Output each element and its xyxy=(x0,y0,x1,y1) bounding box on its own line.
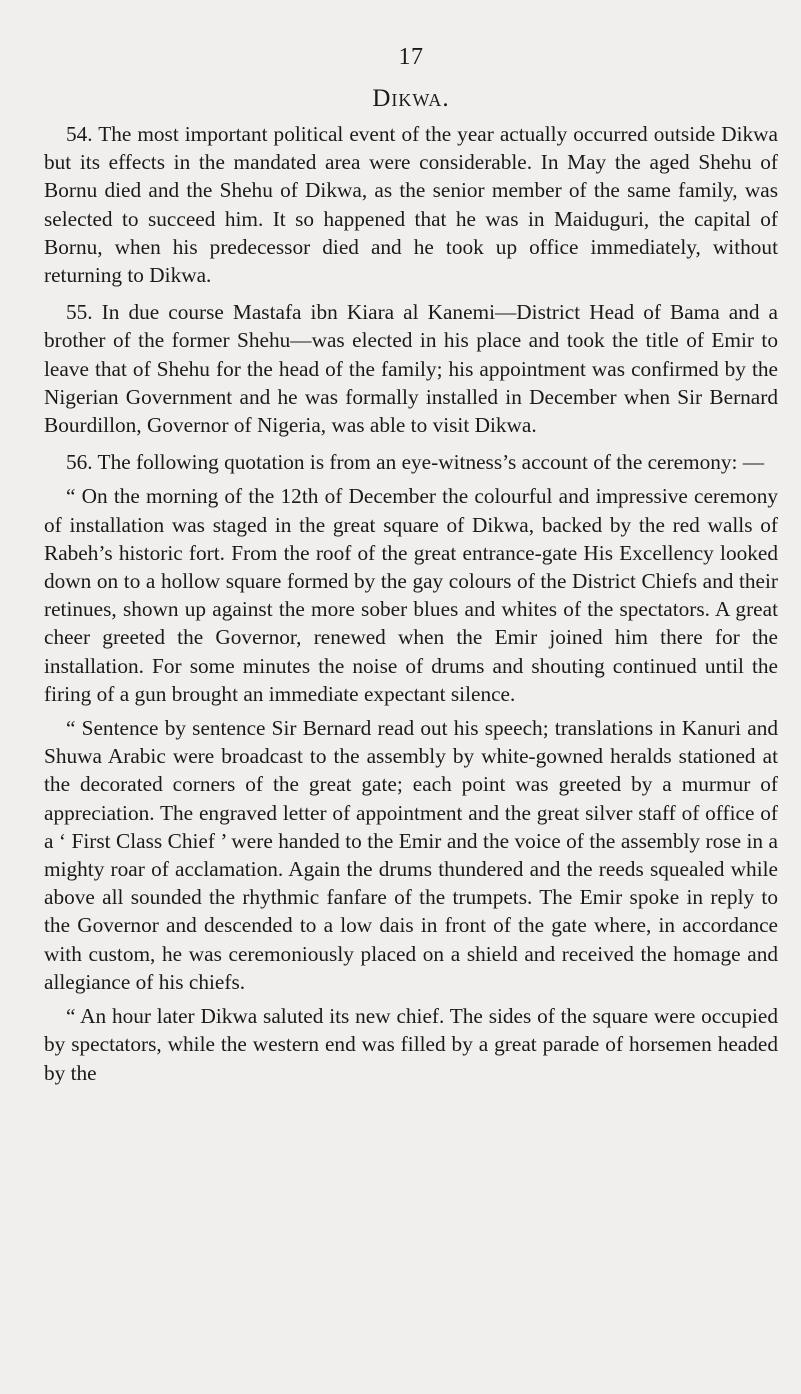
document-page xyxy=(44,44,778,1093)
quotation-paragraph: “ On the morning of the 12th of December the colourful and impressive ceremony of installation was staged in the great square of Dikwa, backed by the red walls of Rabeh’s historic fort. From the roof of the great entrance-gate His Excellency looked down on to a hollow square formed by the gay colours of the District Chiefs and their retinues, shown up against the more sober blues and whites of the spectators. A great cheer greeted the Governor, renewed when the Emir joined him there for the installation. For some minutes the noise of drums and shouting continued until the firing of a gun brought an immediate expectant silence. xyxy=(44,484,778,706)
page-number: 17 xyxy=(398,44,424,70)
quotation-paragraph: “ Sentence by sentence Sir Bernard read out his speech; translations in Kanuri and Shuwa Arabic were broadcast to the assembly by white-gowned heralds stationed at the decorated corners of the great gate; each point was greeted by a murmur of appreciation. The engraved letter of appointment and the great silver staff of office of a ‘ First Class Chief ’ were handed to the Emir and the voice of the assembly rose in a mighty roar of acclamation. Again the drums thundered and the reeds squealed while above all sounded the rhythmic fanfare of the trumpets. The Emir spoke in reply to the Governor and descended to a low dais in front of the gate where, in accordance with custom, he was ceremoniously placed on a shield and received the homage and allegiance of his chiefs. xyxy=(44,716,778,994)
paragraph-56: 56. The following quotation is from an eye-witness’s account of the ceremony: — xyxy=(66,450,765,475)
paragraph-54: 54. The most important political event of the year actually occurred outside Dikwa but its effects in the mandated area were considerable. In May the aged Shehu of Bornu died and the Shehu of Dikwa, as the senior member of the same family, was selected to succeed him. It so happened that he was in Maiduguri, the capital of Bornu, when his predecessor died and he took up office immediately, without returning to Dikwa. xyxy=(44,122,778,288)
paragraph-55: 55. In due course Mastafa ibn Kiara al Kanemi—District Head of Bama and a brother of the former Shehu—was elected in his place and took the title of Emir to leave that of Shehu for the head of the family; his appointment was confirmed by the Nigerian Government and he was formally installed in December when Sir Bernard Bourdillon, Governor of Nigeria, was able to visit Dikwa. xyxy=(44,300,778,438)
quotation-paragraph: “ An hour later Dikwa saluted its new chief. The sides of the square were occupied by spectators, while the western end was filled by a great parade of horsemen headed by the xyxy=(44,1004,778,1085)
section-heading: Dikwa. xyxy=(372,85,450,112)
